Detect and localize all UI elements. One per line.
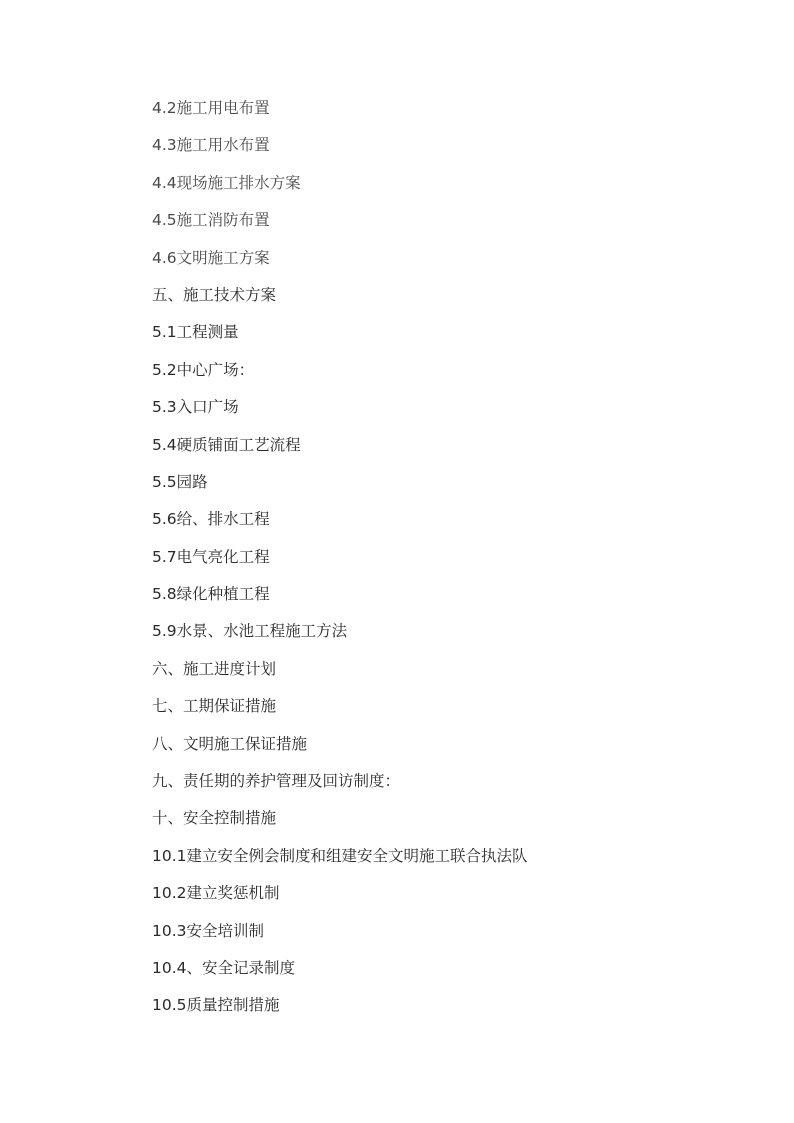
table-of-contents (152, 95, 528, 1030)
toc-item-section-6: 六、施工进度计划 (152, 659, 277, 678)
toc-item-10-2: 10.2建立奖惩机制 (152, 884, 280, 903)
toc-item-5-9: 5.9水景、水池工程施工方法 (152, 622, 348, 641)
toc-item-section-9: 九、责任期的养护管理及回访制度： (152, 772, 401, 791)
toc-item-5-5: 5.5园路 (152, 472, 208, 491)
toc-item-10-4: 10.4、安全记录制度 (152, 958, 296, 977)
toc-item-5-4: 5.4硬质铺面工艺流程 (152, 435, 301, 454)
toc-item-10-3: 10.3安全培训制 (152, 921, 265, 940)
toc-item-4-4: 4.4现场施工排水方案 (152, 173, 301, 192)
toc-item-4-6: 4.6文明施工方案 (152, 248, 270, 267)
toc-item-10-5: 10.5质量控制措施 (152, 996, 280, 1015)
toc-item-section-10: 十、安全控制措施 (152, 809, 277, 828)
toc-item-5-8: 5.8绿化种植工程 (152, 585, 270, 604)
toc-item-5-2: 5.2中心广场： (152, 360, 255, 379)
toc-item-4-5: 4.5施工消防布置 (152, 211, 270, 230)
toc-item-section-8: 八、文明施工保证措施 (152, 734, 308, 753)
toc-item-section-7: 七、工期保证措施 (152, 697, 277, 716)
toc-item-section-5: 五、施工技术方案 (152, 285, 277, 304)
toc-item-5-1: 5.1工程测量 (152, 323, 239, 342)
toc-item-5-3: 5.3入口广场 (152, 398, 239, 417)
toc-item-10-1: 10.1建立安全例会制度和组建安全文明施工联合执法队 (152, 846, 528, 865)
toc-item-5-6: 5.6给、排水工程 (152, 510, 270, 529)
toc-item-4-2: 4.2施工用电布置 (152, 99, 270, 117)
toc-item-5-7: 5.7电气亮化工程 (152, 547, 270, 566)
toc-item-4-3: 4.3施工用水布置 (152, 136, 270, 155)
